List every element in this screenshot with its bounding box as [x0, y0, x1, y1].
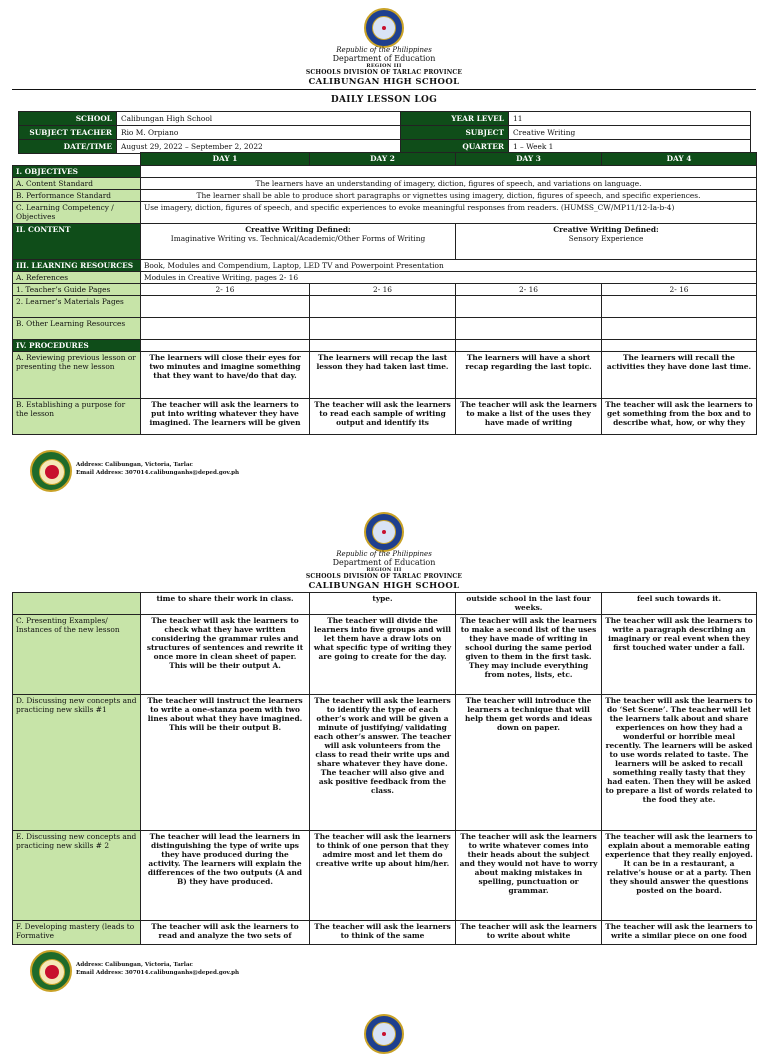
content-a-body: Imaginative Writing vs. Technical/Academic/Other Forms of Writing — [170, 234, 426, 244]
year-level-value: 11 — [509, 112, 751, 126]
continuation-day-4: feel such towards it. — [602, 593, 757, 615]
continuation-label — [13, 593, 141, 615]
procedure-f-day-3: The teacher will ask the learners to write about white — [456, 921, 602, 945]
school-name-text: CALIBUNGAN HIGH SCHOOL — [308, 77, 460, 87]
day-1-header: DAY 1 — [141, 153, 310, 166]
quarter-value: 1 – Week 1 — [509, 140, 751, 154]
lesson-log-table-p1 — [12, 152, 757, 435]
procedure-c-day-1: The teacher will ask the learners to check what they have written considering the grammar rules and structures of sentences and rewrite it once more in clean sheet of paper. This will be their output A. — [141, 615, 310, 695]
footer-p2 — [30, 950, 430, 990]
procedure-e-day-3: The teacher will ask the learners to write whatever comes into their heads about the subject and they would not have to worry about making mistakes in spelling, punctuation or grammar. — [456, 831, 602, 921]
doc-title: DAILY LESSON LOG — [330, 95, 438, 105]
header-divider — [12, 89, 756, 90]
quarter-label: QUARTER — [401, 140, 509, 154]
content-standard-label: A. Content Standard — [13, 178, 141, 190]
department-text: Department of Education — [332, 558, 436, 567]
content-standard-value: The learners have an understanding of imagery, diction, figures of speech, and variations on language. — [141, 178, 757, 190]
learners-materials-label: 2. Learner’s Materials Pages — [13, 296, 141, 318]
date-label: DATE/TIME — [19, 140, 117, 154]
content-a-title: Creative Writing Defined: — [245, 225, 351, 235]
resources-value: Book, Modules and Compendium, Laptop, LED TV and Powerpoint Presentation — [141, 260, 757, 272]
performance-standard-value: The learner shall be able to produce short paragraphs or vignettes using imagery, diction, figures of speech, and specific experiences. — [141, 190, 757, 202]
procedure-b-day-1: The teacher will ask the learners to put into writing whatever they have imagined. The learners will be given — [141, 399, 310, 435]
procedure-d-day-1: The teacher will instruct the learners to write a one-stanza poem with two lines about what they have imagined. This will be their output B. — [141, 695, 310, 831]
footer-address: Address: Calibungan, Victoria, Tarlac — [76, 462, 193, 468]
procedure-b-day-2: The teacher will ask the learners to read each sample of writing output and identify its — [310, 399, 456, 435]
content-b-body: Sensory Experience — [568, 234, 644, 244]
references-value: Modules in Creative Writing, pages 2- 16 — [141, 272, 757, 284]
school-label: SCHOOL — [19, 112, 117, 126]
republic-text: Republic of the Philippines — [336, 46, 432, 54]
content-day-1-2 — [141, 224, 456, 260]
procedure-d-label: D. Discussing new concepts and practicing new skills #1 — [13, 695, 141, 831]
lesson-log-table-p2 — [12, 592, 757, 945]
subject-value: Creative Writing — [509, 126, 751, 140]
procedure-d-day-2: The teacher will ask the learners to identify the type of each other’s work and will be given a minute of justifying/ validating each other’s answer. The teacher will ask volunteers from the class to read their write ups and share whatever they have done. The teacher will also give and ask positive feedback from the class. — [310, 695, 456, 831]
procedure-b-day-4: The teacher will ask the learners to get something from the box and to describe what, how, or why they — [602, 399, 757, 435]
continuation-day-1: time to share their work in class. — [141, 593, 310, 615]
day-3-header: DAY 3 — [456, 153, 602, 166]
region-text: REGION III — [366, 63, 402, 69]
teacher-label: SUBJECT TEACHER — [19, 126, 117, 140]
procedure-a-day-2: The learners will recap the last lesson they had taken last time. — [310, 352, 456, 399]
day-4-header: DAY 4 — [602, 153, 757, 166]
procedure-c-day-2: The teacher will divide the learners into five groups and will let them have a draw lots on what specific type of writing they are going to create for the day. — [310, 615, 456, 695]
procedure-f-day-2: The teacher will ask the learners to think of the same — [310, 921, 456, 945]
procedure-d-day-3: The teacher will introduce the learners a technique that will help them get words and ideas down on paper. — [456, 695, 602, 831]
school-name-text: CALIBUNGAN HIGH SCHOOL — [308, 581, 460, 591]
tg-pages-day-3: 2- 16 — [456, 284, 602, 296]
school-seal-icon — [30, 950, 72, 992]
tg-pages-day-2: 2- 16 — [310, 284, 456, 296]
day-2-header: DAY 2 — [310, 153, 456, 166]
competency-value: Use imagery, diction, figures of speech, and specific experiences to evoke meaningful responses from readers. (HUMSS_CW/MP11/12-Ia-b-4) — [141, 202, 757, 224]
school-seal-icon — [30, 450, 72, 492]
page-2 — [0, 500, 768, 1010]
footer-email: Email Address: 307014.calibunganhs@deped.gov.ph — [76, 969, 240, 976]
continuation-day-3: outside school in the last four weeks. — [456, 593, 602, 615]
procedure-e-day-1: The teacher will lead the learners in distinguishing the type of write ups they have produced during the activity. The learners will explain the differences of the two outputs (A and B) they have produced. — [141, 831, 310, 921]
procedure-e-day-4: The teacher will ask the learners to explain about a memorable eating experience that they really enjoyed. It can be in a restaurant, a relative’s house or at a party. Then they should answer the questions posted on the board. — [602, 831, 757, 921]
page-3-partial — [0, 1010, 768, 1024]
procedure-a-label: A. Reviewing previous lesson or presenting the new lesson — [13, 352, 141, 399]
page-1 — [0, 0, 768, 500]
procedure-e-label: E. Discussing new concepts and practicing new skills # 2 — [13, 831, 141, 921]
deped-seal-icon — [364, 512, 404, 552]
procedure-f-day-1: The teacher will ask the learners to read and analyze the two sets of — [141, 921, 310, 945]
footer-p1 — [30, 450, 430, 490]
resources-heading: III. LEARNING RESOURCES — [13, 260, 141, 272]
other-resources-label: B. Other Learning Resources — [13, 318, 141, 340]
teacher-value: Rio M. Orpiano — [117, 126, 401, 140]
procedure-b-label: B. Establishing a purpose for the lesson — [13, 399, 141, 435]
region-text: REGION III — [366, 567, 402, 573]
subject-label: SUBJECT — [401, 126, 509, 140]
year-level-label: YEAR LEVEL — [401, 112, 509, 126]
performance-standard-label: B. Performance Standard — [13, 190, 141, 202]
deped-seal-icon — [364, 8, 404, 48]
footer-address: Address: Calibungan, Victoria, Tarlac — [76, 962, 193, 968]
objectives-heading: I. OBJECTIVES — [13, 166, 141, 178]
date-value: August 29, 2022 – September 2, 2022 — [117, 140, 401, 154]
content-b-title: Creative Writing Defined: — [553, 225, 659, 235]
tg-pages-day-1: 2- 16 — [141, 284, 310, 296]
division-text: SCHOOLS DIVISION OF TARLAC PROVINCE — [305, 573, 463, 580]
content-heading: II. CONTENT — [13, 224, 141, 260]
procedure-f-day-4: The teacher will ask the learners to write a similar piece on one food — [602, 921, 757, 945]
continuation-day-2: type. — [310, 593, 456, 615]
division-text: SCHOOLS DIVISION OF TARLAC PROVINCE — [305, 69, 463, 76]
procedure-c-label: C. Presenting Examples/ Instances of the new lesson — [13, 615, 141, 695]
procedure-d-day-4: The teacher will ask the learners to do ‘Set Scene’. The teacher will let the learners talk about and share experiences on how they had a wonderful or horrible meal recently. The learners will be asked to use words related to taste. The learners will be asked to recall something really tasty that they had eaten. Then they will be asked to prepare a list of words related to the food they ate. — [602, 695, 757, 831]
procedure-c-day-3: The teacher will ask the learners to make a second list of the uses they have made of writing in school during the same period given to them in the first task. They may include everything from notes, lists, etc. — [456, 615, 602, 695]
procedure-b-day-3: The teacher will ask the learners to make a list of the uses they have made of writing — [456, 399, 602, 435]
procedure-a-day-3: The learners will have a short recap regarding the last topic. — [456, 352, 602, 399]
procedures-heading: IV. PROCEDURES — [13, 340, 141, 352]
tg-pages-day-4: 2- 16 — [602, 284, 757, 296]
teachers-guide-label: 1. Teacher’s Guide Pages — [13, 284, 141, 296]
competency-label: C. Learning Competency / Objectives — [13, 202, 141, 224]
procedure-f-label: F. Developing mastery (leads to Formative — [13, 921, 141, 945]
republic-text: Republic of the Philippines — [336, 550, 432, 558]
footer-email: Email Address: 307014.calibunganhs@deped.gov.ph — [76, 469, 240, 476]
procedure-a-day-1: The learners will close their eyes for two minutes and imagine something that they want to have/do that day. — [141, 352, 310, 399]
department-text: Department of Education — [332, 54, 436, 63]
school-value: Calibungan High School — [117, 112, 401, 126]
content-day-3-4 — [456, 224, 757, 260]
procedure-c-day-4: The teacher will ask the learners to write a paragraph describing an imaginary or real event when they first touched water under a fall. — [602, 615, 757, 695]
info-table — [18, 111, 751, 154]
procedure-e-day-2: The teacher will ask the learners to think of one person that they admire most and let them do creative write up about him/her. — [310, 831, 456, 921]
deped-seal-icon — [364, 1014, 404, 1054]
references-label: A. References — [13, 272, 141, 284]
procedure-a-day-4: The learners will recall the activities they have done last time. — [602, 352, 757, 399]
